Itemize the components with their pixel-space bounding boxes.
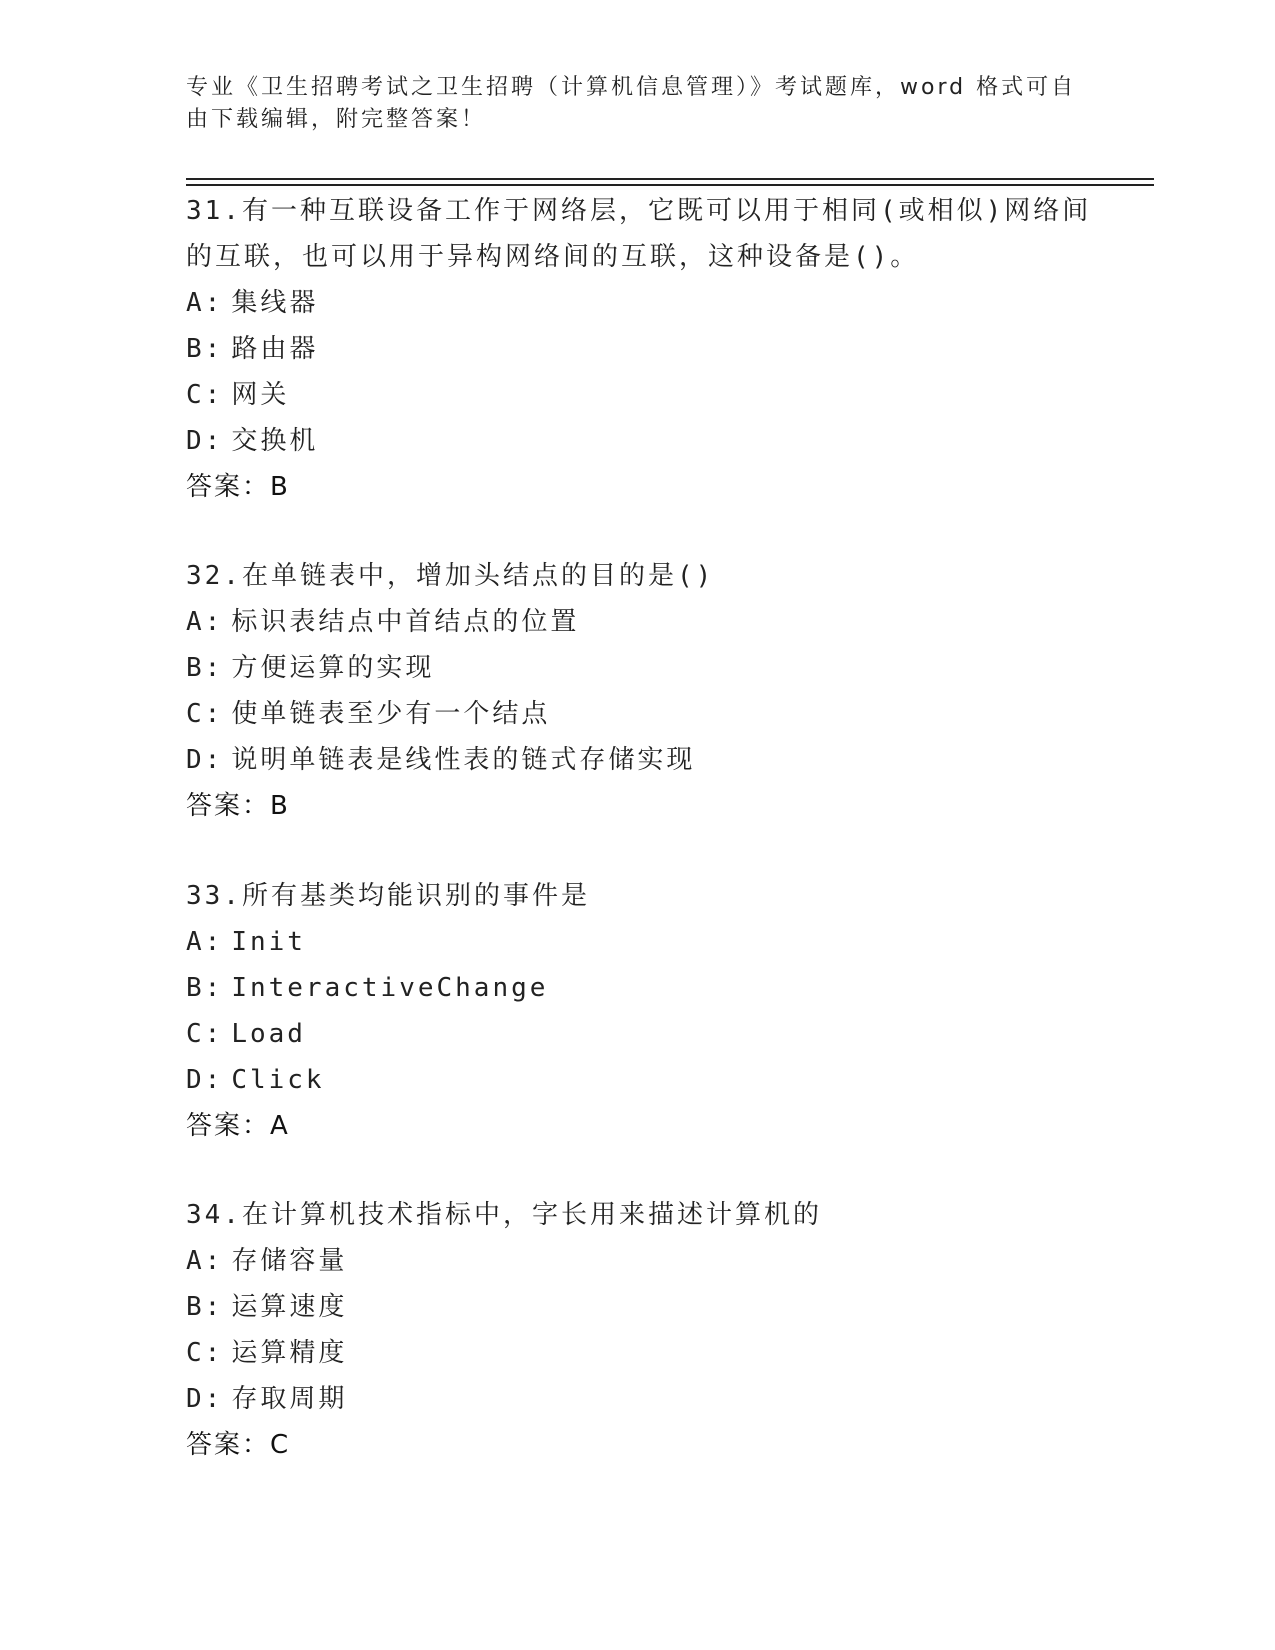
option-text: Load: [231, 1019, 306, 1049]
option-b: [186, 326, 1106, 372]
option-text: 运算精度: [231, 1338, 348, 1368]
option-d: [186, 1057, 1106, 1103]
option-b: [186, 645, 1106, 691]
option-letter: D:: [186, 426, 224, 456]
document-header: [186, 72, 1077, 136]
option-c: [186, 372, 1106, 418]
question-text: 32.在单链表中，增加头结点的目的是(): [186, 561, 715, 591]
question-text: 34.在计算机技术指标中，字长用来描述计算机的: [186, 1200, 822, 1230]
option-d: [186, 418, 1106, 464]
option-d: [186, 737, 1106, 783]
option-letter: D:: [186, 745, 224, 775]
question-text: 的互联，也可以用于异构网络间的互联，这种设备是()。: [186, 242, 920, 272]
option-a: [186, 1238, 1106, 1284]
option-c: [186, 1330, 1106, 1376]
option-text: 交换机: [231, 426, 319, 456]
answer-text: 答案：C: [186, 1430, 291, 1460]
question-31: [186, 188, 1106, 510]
option-letter: D:: [186, 1065, 224, 1095]
option-text: 路由器: [231, 334, 319, 364]
option-text: Init: [231, 927, 306, 957]
option-letter: A:: [186, 607, 224, 637]
option-text: 网关: [231, 380, 290, 410]
option-letter: C:: [186, 699, 224, 729]
option-letter: A:: [186, 927, 224, 957]
answer-text: 答案：B: [186, 791, 290, 821]
option-text: 方便运算的实现: [231, 653, 435, 683]
option-a: [186, 919, 1106, 965]
option-text: 说明单链表是线性表的链式存储实现: [231, 745, 696, 775]
header-divider: [186, 184, 1154, 186]
option-letter: C:: [186, 1338, 224, 1368]
option-b: [186, 1284, 1106, 1330]
option-text: 运算速度: [231, 1292, 348, 1322]
option-text: 集线器: [231, 288, 319, 318]
option-letter: A:: [186, 1246, 224, 1276]
option-letter: A:: [186, 288, 224, 318]
question-32: [186, 553, 1106, 829]
answer-text: 答案：A: [186, 1111, 290, 1141]
option-letter: B:: [186, 334, 224, 364]
option-a: [186, 599, 1106, 645]
option-text: 使单链表至少有一个结点: [231, 699, 551, 729]
question-34: [186, 1192, 1106, 1468]
header-line: 专业《卫生招聘考试之卫生招聘（计算机信息管理）》考试题库，word 格式可自: [186, 75, 1077, 100]
header-line: 由下载编辑，附完整答案！: [186, 107, 487, 132]
answer-text: 答案：B: [186, 472, 290, 502]
option-letter: D:: [186, 1384, 224, 1414]
option-b: [186, 965, 1106, 1011]
option-letter: C:: [186, 1019, 224, 1049]
question-text: 33.所有基类均能识别的事件是: [186, 881, 590, 911]
option-c: [186, 691, 1106, 737]
question-text: 31.有一种互联设备工作于网络层，它既可以用于相同(或相似)网络间: [186, 196, 1092, 226]
option-c: [186, 1011, 1106, 1057]
option-text: InteractiveChange: [231, 973, 549, 1003]
option-letter: C:: [186, 380, 224, 410]
option-a: [186, 280, 1106, 326]
option-text: 存储容量: [231, 1246, 348, 1276]
option-letter: B:: [186, 653, 224, 683]
option-d: [186, 1376, 1106, 1422]
question-33: [186, 873, 1106, 1149]
header-divider: [186, 178, 1154, 180]
option-text: Click: [231, 1065, 325, 1095]
option-text: 标识表结点中首结点的位置: [231, 607, 580, 637]
option-letter: B:: [186, 1292, 224, 1322]
option-text: 存取周期: [231, 1384, 348, 1414]
option-letter: B:: [186, 973, 224, 1003]
